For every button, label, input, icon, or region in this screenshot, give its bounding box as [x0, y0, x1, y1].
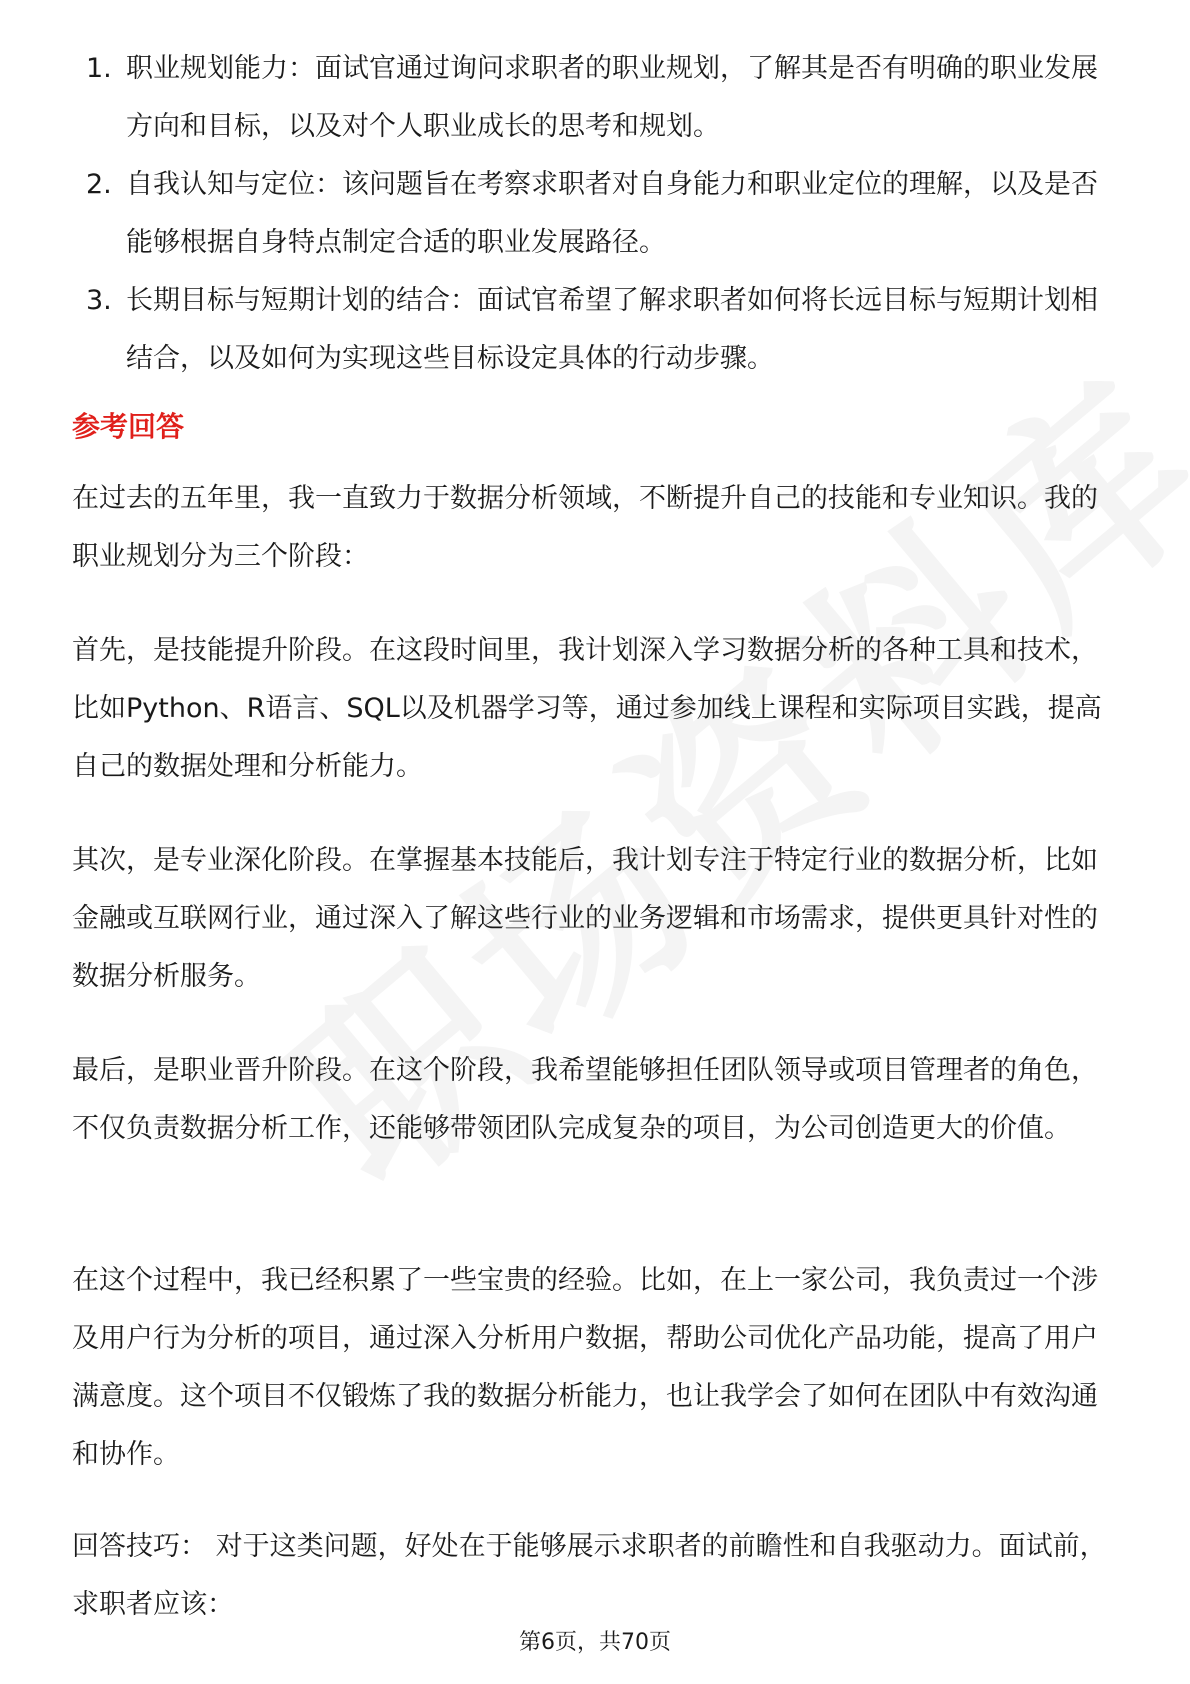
list-item-text: 长期目标与短期计划的结合：面试官希望了解求职者如何将长远目标与短期计划相结合，以及如何为实现这些目标设定具体的行动步骤。: [126, 285, 1098, 374]
criteria-list: [0, 40, 1190, 388]
paragraph: 最后，是职业晋升阶段。在这个阶段，我希望能够担任团队领导或项目管理者的角色，不仅负责数据分析工作，还能够带领团队完成复杂的项目，为公司创造更大的价值。: [72, 1055, 1098, 1144]
list-item: [0, 272, 1116, 388]
page-number: 第6页，共70页: [519, 1630, 671, 1655]
paragraph: 回答技巧： 对于这类问题，好处在于能够展示求职者的前瞻性和自我驱动力。面试前，求职者应该：: [72, 1531, 1107, 1620]
list-item-number: 1.: [86, 53, 112, 84]
section-heading: 参考回答: [72, 410, 185, 443]
paragraph: 在这个过程中，我已经积累了一些宝贵的经验。比如，在上一家公司，我负责过一个涉及用户行为分析的项目，通过深入分析用户数据，帮助公司优化产品功能，提高了用户满意度。这个项目不仅锻炼了我的数据分析能力，也让我学会了如何在团队中有效沟通和协作。: [72, 1265, 1098, 1470]
list-item-text: 职业规划能力：面试官通过询问求职者的职业规划，了解其是否有明确的职业发展方向和目标，以及对个人职业成长的思考和规划。: [126, 53, 1098, 142]
list-item-number: 3.: [86, 285, 112, 316]
paragraph: 首先，是技能提升阶段。在这段时间里，我计划深入学习数据分析的各种工具和技术，比如Python、R语言、SQL以及机器学习等，通过参加线上课程和实际项目实践，提高自己的数据处理和分析能力。: [72, 635, 1102, 782]
paragraph: 在过去的五年里，我一直致力于数据分析领域，不断提升自己的技能和专业知识。我的职业规划分为三个阶段：: [72, 483, 1098, 572]
list-item-text: 自我认知与定位：该问题旨在考察求职者对自身能力和职业定位的理解，以及是否能够根据自身特点制定合适的职业发展路径。: [126, 169, 1098, 258]
paragraph: 其次，是专业深化阶段。在掌握基本技能后，我计划专注于特定行业的数据分析，比如金融或互联网行业，通过深入了解这些行业的业务逻辑和市场需求，提供更具针对性的数据分析服务。: [72, 845, 1098, 992]
list-item: [0, 156, 1116, 272]
list-item-number: 2.: [86, 169, 112, 200]
list-item: [0, 40, 1116, 156]
